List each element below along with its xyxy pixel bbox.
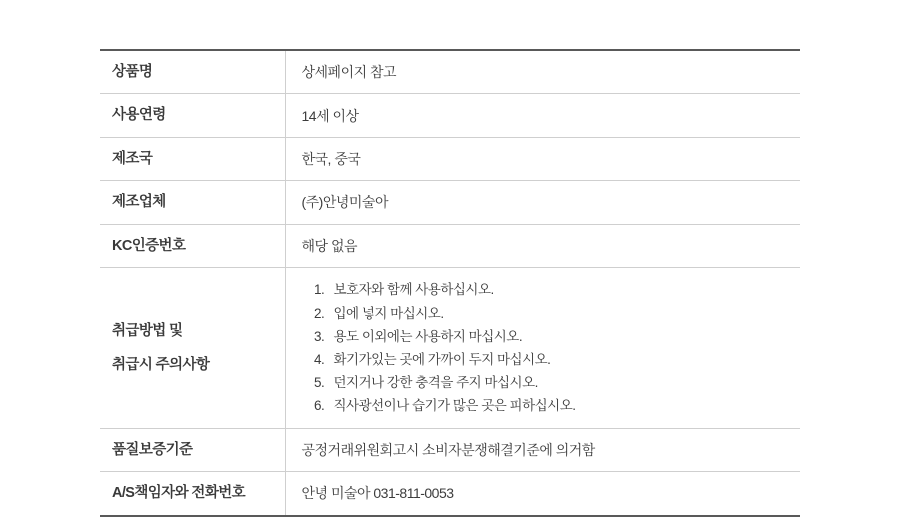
list-item: 1. 보호자와 함께 사용하십시오. xyxy=(328,278,791,301)
row-label-handling-caution-line1: 취급방법 및 xyxy=(112,322,183,339)
row-value-kc-number: 해당 없음 xyxy=(285,224,800,267)
table-row xyxy=(100,94,800,137)
row-label-age: 사용연령 xyxy=(100,94,285,137)
row-label-product-name: 상품명 xyxy=(100,50,285,94)
row-label-manufacturer: 제조업체 xyxy=(100,181,285,224)
list-item: 3. 용도 이외에는 사용하지 마십시오. xyxy=(328,325,791,348)
product-spec-table xyxy=(100,49,800,517)
row-label-handling-caution-line2: 취급시 주의사항 xyxy=(112,357,210,373)
row-label-handling-caution xyxy=(100,268,285,428)
table-row xyxy=(100,224,800,267)
table-row xyxy=(100,50,800,94)
row-label-kc-number: KC인증번호 xyxy=(100,224,285,267)
list-item: 2. 입에 넣지 마십시오. xyxy=(328,302,791,325)
row-value-as-contact: 안녕 미술아 031-811-0053 xyxy=(285,472,800,516)
table-row xyxy=(100,472,800,516)
product-spec-table-body xyxy=(100,50,800,516)
list-item: 6. 직사광선이나 습기가 많은 곳은 피하십시오. xyxy=(328,394,791,417)
table-row xyxy=(100,181,800,224)
product-spec-table-wrapper xyxy=(100,49,800,517)
caution-list xyxy=(302,278,791,417)
row-value-handling-caution xyxy=(285,268,800,428)
row-value-country: 한국, 중국 xyxy=(285,137,800,180)
table-row xyxy=(100,137,800,180)
row-label-country: 제조국 xyxy=(100,137,285,180)
row-label-quality-warranty: 품질보증기준 xyxy=(100,428,285,471)
list-item: 4. 화기가있는 곳에 가까이 두지 마십시오. xyxy=(328,348,791,371)
list-item: 5. 던지거나 강한 충격을 주지 마십시오. xyxy=(328,371,791,394)
row-value-product-name: 상세페이지 참고 xyxy=(285,50,800,94)
table-row xyxy=(100,428,800,471)
table-row xyxy=(100,268,800,428)
row-label-as-contact: A/S책임자와 전화번호 xyxy=(100,472,285,516)
row-value-age: 14세 이상 xyxy=(285,94,800,137)
row-value-quality-warranty: 공정거래위원회고시 소비자분쟁해결기준에 의거함 xyxy=(285,428,800,471)
row-value-manufacturer: (주)안녕미술아 xyxy=(285,181,800,224)
